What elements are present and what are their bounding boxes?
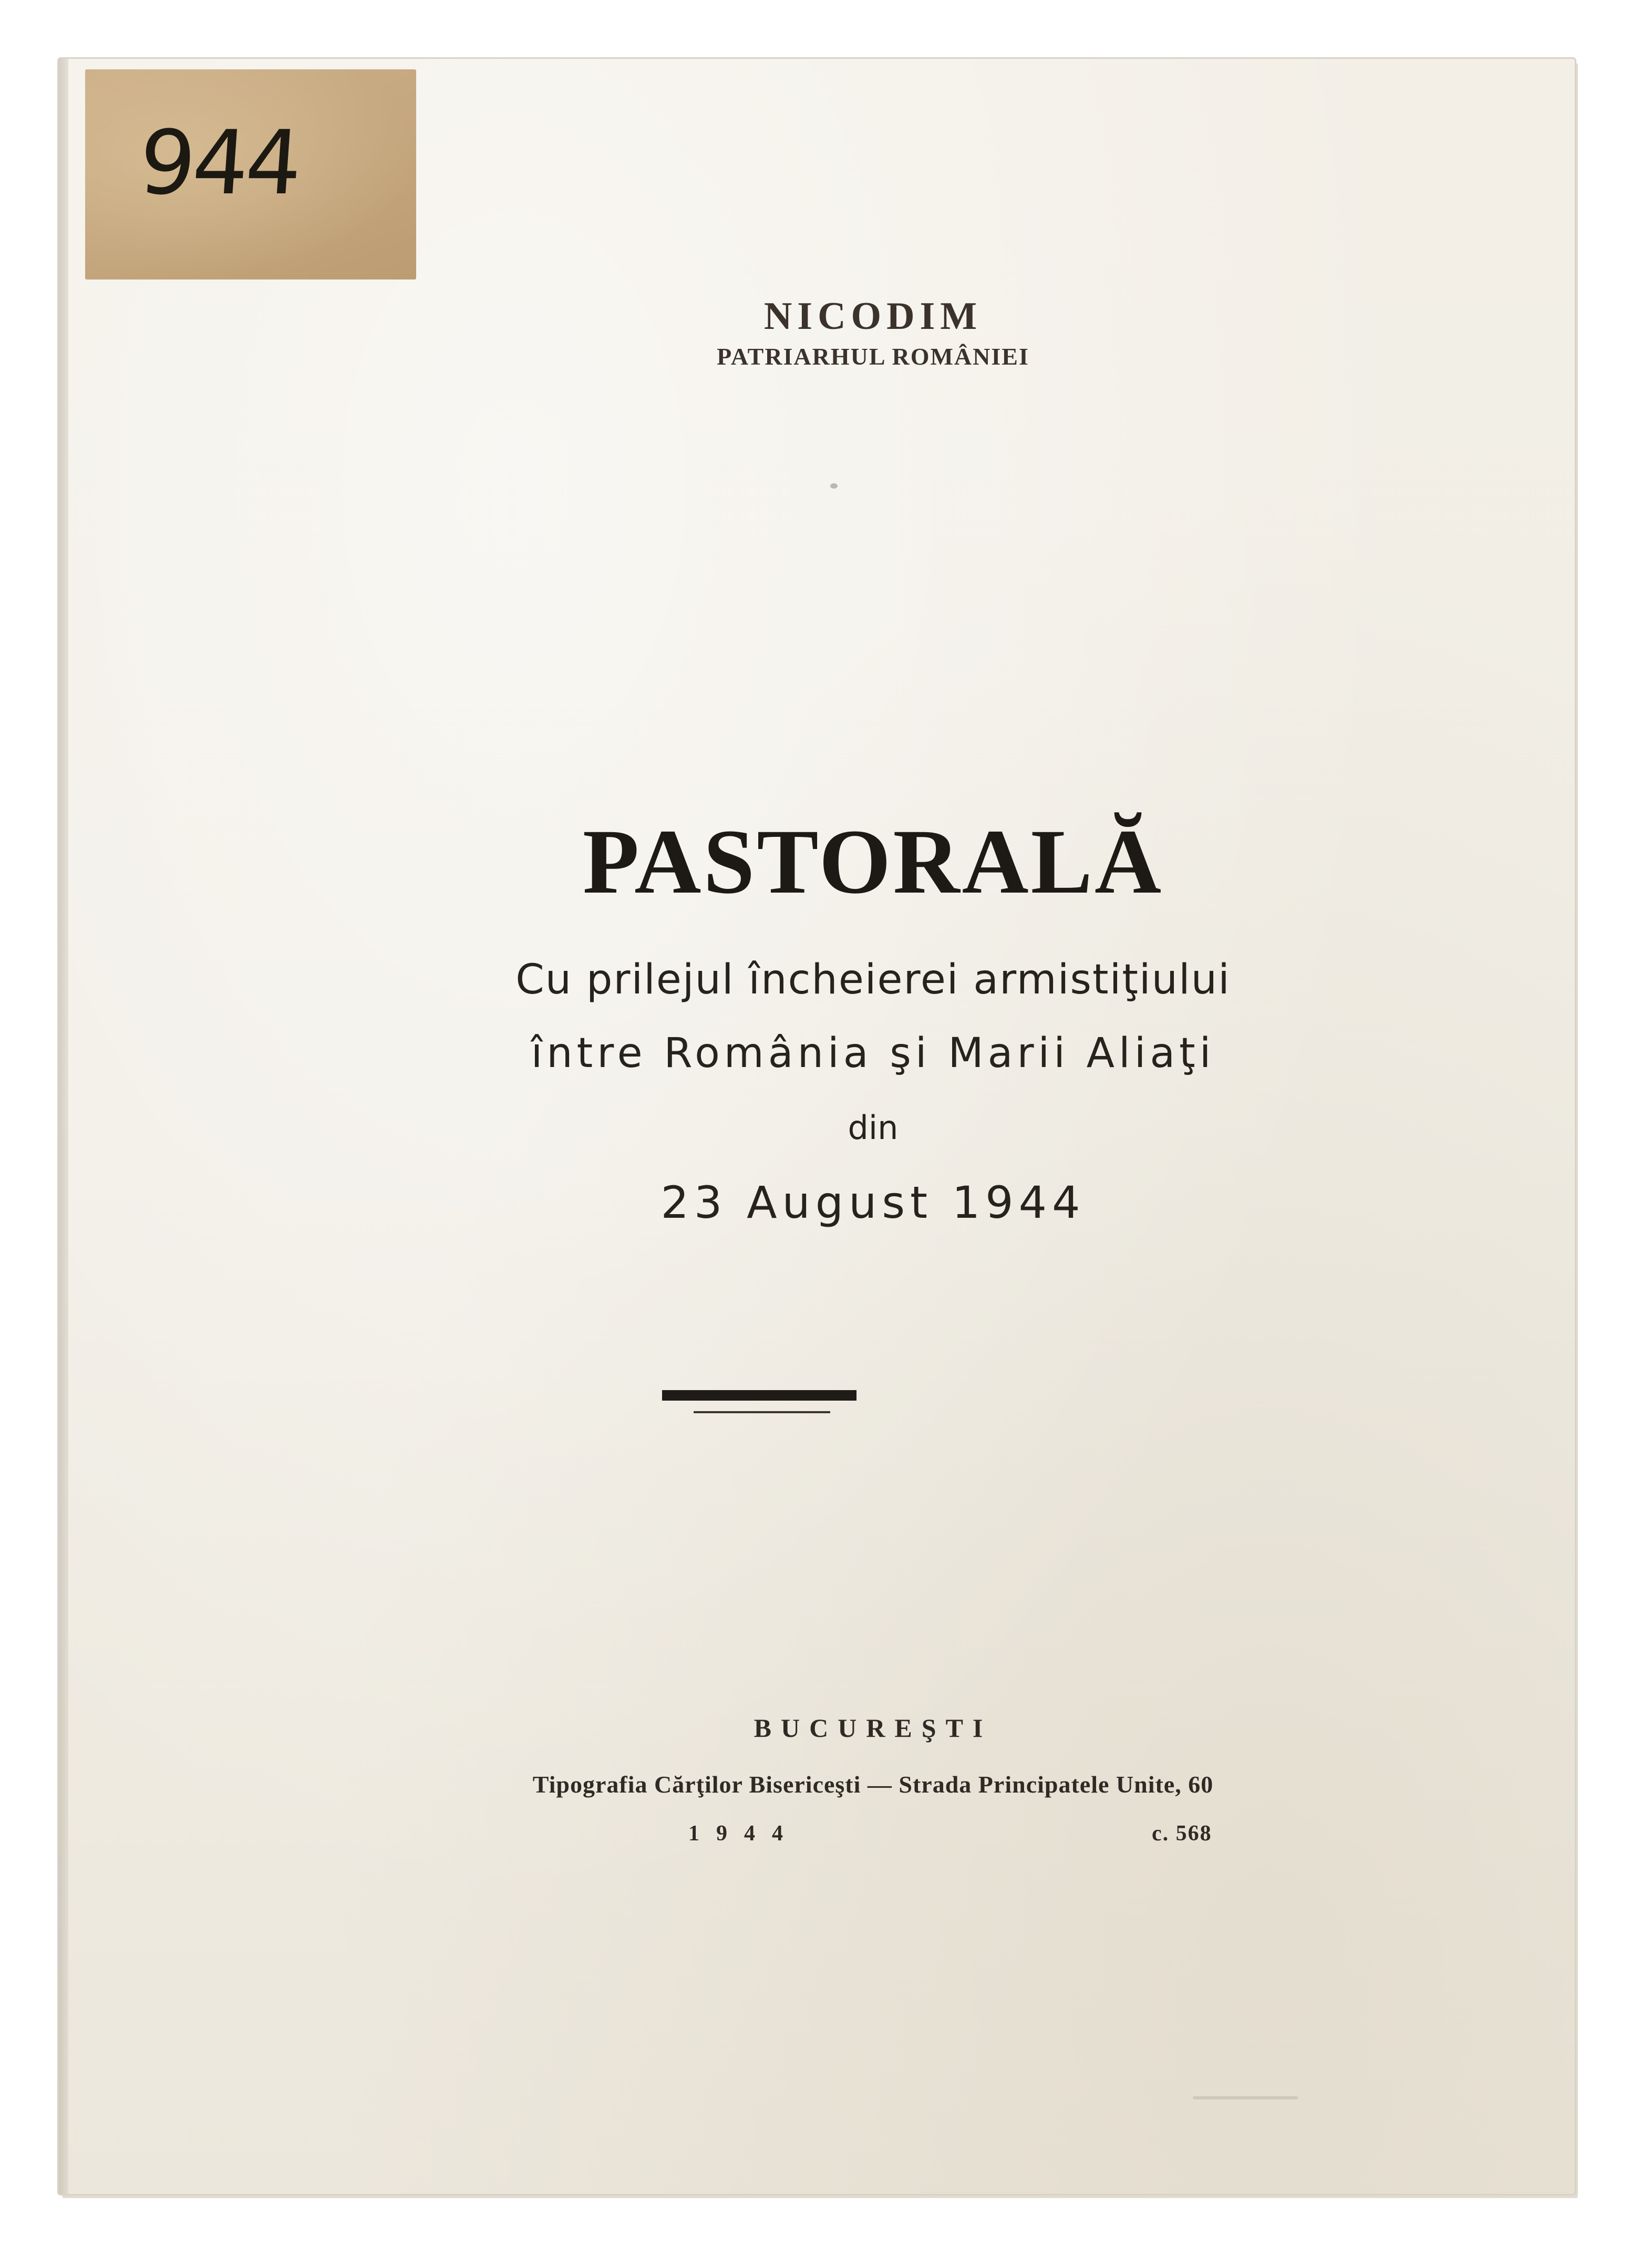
- imprint-city: BUCUREŞTI: [754, 1713, 993, 1743]
- ornament-rule-thin: [694, 1411, 830, 1413]
- author-title: PATRIARHUL ROMÂNIEI: [717, 343, 1029, 370]
- imprint-year: 1944: [688, 1821, 800, 1846]
- archive-label-number: 944: [136, 111, 303, 214]
- imprint-printer: Tipografia Cărţilor Bisericeşti — Strada Principatele Unite, 60: [532, 1771, 1214, 1798]
- imprint-catalog-number: c. 568: [1152, 1821, 1212, 1846]
- paper-crease: [1193, 2096, 1298, 2099]
- subtitle-line-2: între România şi Marii Aliaţi: [531, 1030, 1215, 1077]
- ornament-rule-thick: [662, 1390, 856, 1401]
- subtitle-date: 23 August 1944: [660, 1177, 1086, 1228]
- paper-speck: [830, 483, 838, 489]
- subtitle-line-3: din: [848, 1109, 899, 1147]
- author-name: NICODIM: [763, 295, 983, 338]
- subtitle-line-1: Cu prilejul încheierei armistiţiului: [515, 956, 1231, 1003]
- document-title: PASTORALĂ: [582, 811, 1164, 913]
